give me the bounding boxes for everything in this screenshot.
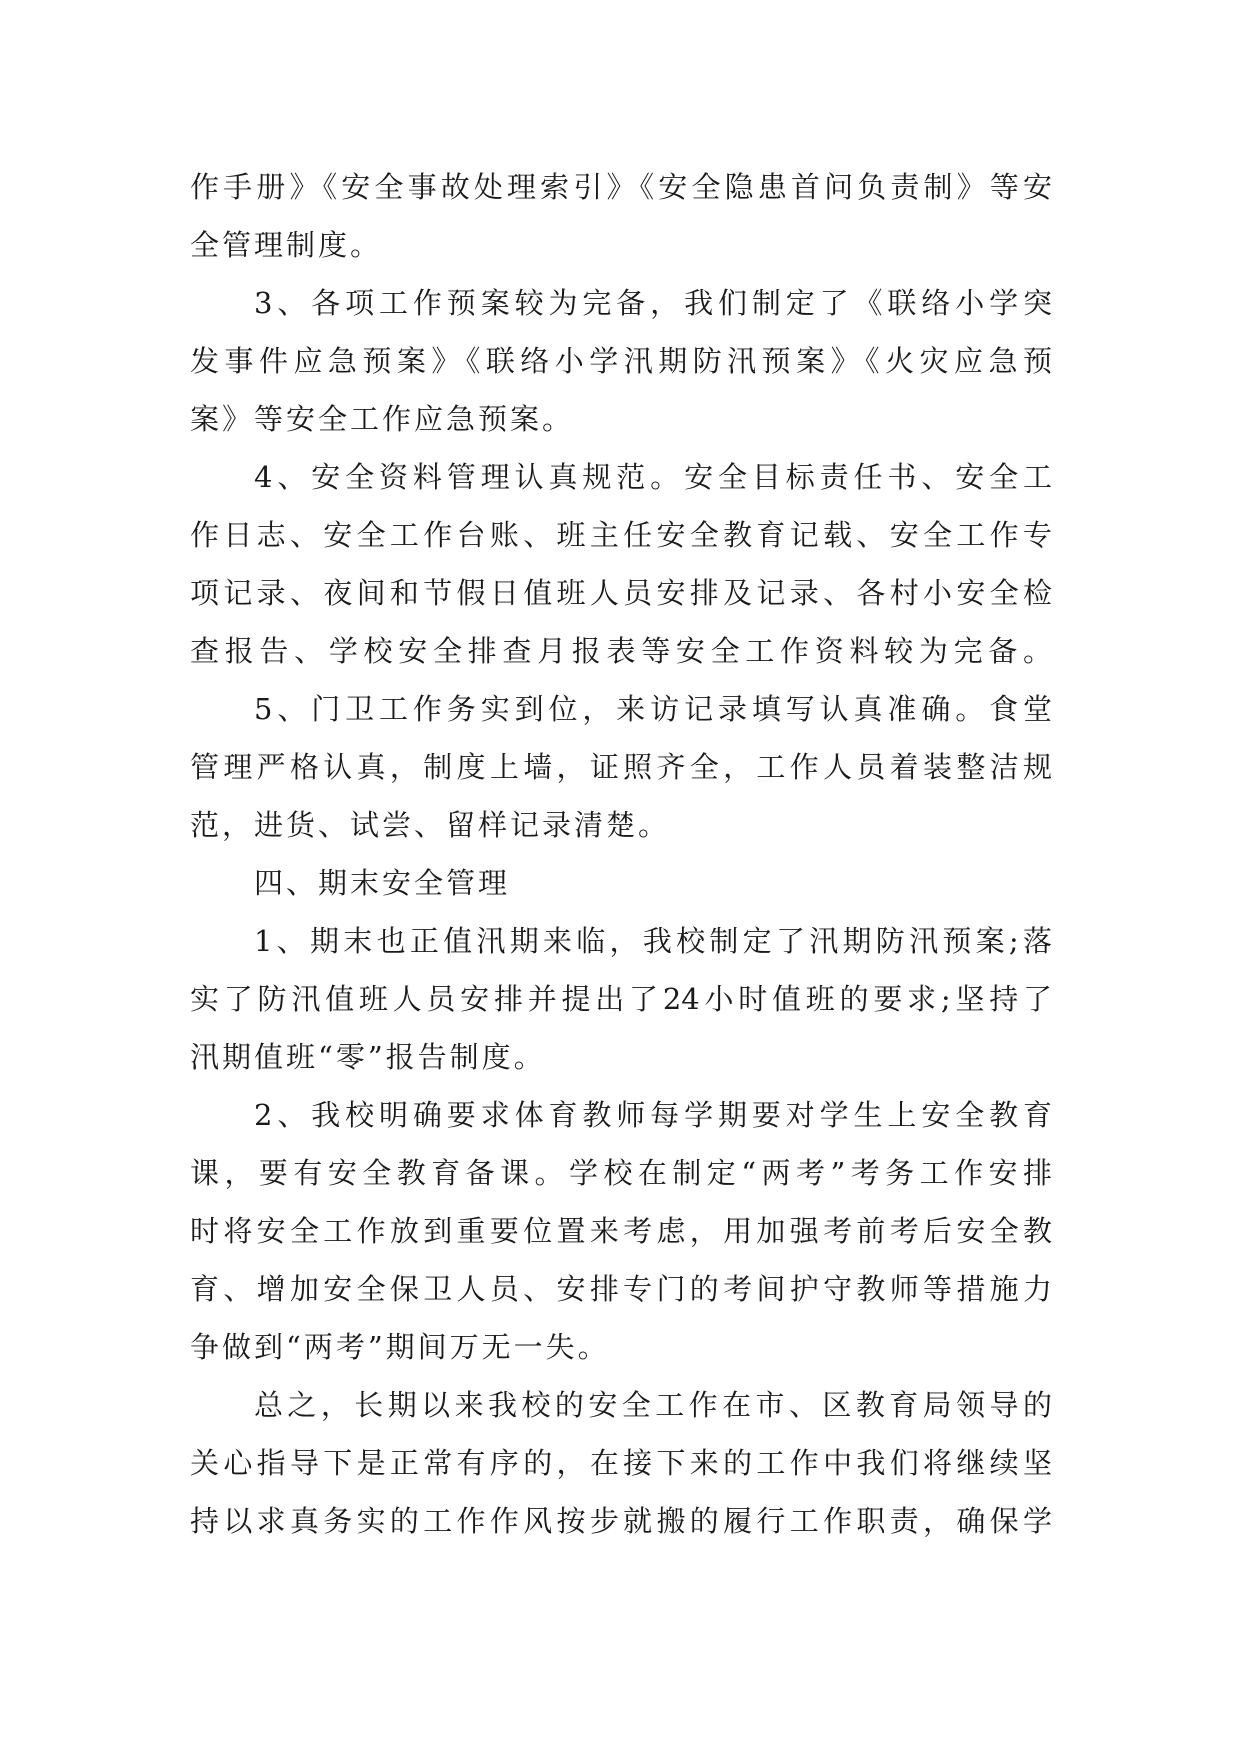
text-line: 关心指导下是正常有序的，在接下来的工作中我们将继续坚 [190, 1446, 1052, 1480]
text-line: 项记录、夜间和节假日值班人员安排及记录、各村小安全检 [190, 576, 1052, 610]
text-line: 5、门卫工作务实到位，来访记录填写认真准确。食堂 [254, 692, 1052, 726]
text-line: 汛期值班“零”报告制度。 [190, 1040, 546, 1074]
text-line: 发事件应急预案》《联络小学汛期防汛预案》《火灾应急预 [190, 344, 1052, 378]
text-line: 管理严格认真，制度上墙，证照齐全，工作人员着装整洁规 [190, 750, 1052, 784]
text-line: 4、安全资料管理认真规范。安全目标责任书、安全工 [254, 460, 1052, 494]
text-line: 实了防汛值班人员安排并提出了24小时值班的要求;坚持了 [190, 982, 1052, 1016]
text-line: 时将安全工作放到重要位置来考虑，用加强考前考后安全教 [190, 1214, 1052, 1248]
text-line: 育、增加安全保卫人员、安排专门的考间护守教师等措施力 [190, 1272, 1052, 1306]
text-line: 课，要有安全教育备课。学校在制定“两考”考务工作安排 [190, 1156, 1052, 1190]
text-line: 3、各项工作预案较为完备，我们制定了《联络小学突 [254, 286, 1052, 320]
text-line: 1、期末也正值汛期来临，我校制定了汛期防汛预案;落 [254, 924, 1052, 958]
text-line: 作日志、安全工作台账、班主任安全教育记载、安全工作专 [190, 518, 1052, 552]
text-line: 作手册》《安全事故处理索引》《安全隐患首问负责制》等安 [190, 170, 1052, 204]
text-line: 查报告、学校安全排查月报表等安全工作资料较为完备。 [190, 634, 1052, 668]
text-line: 全管理制度。 [190, 228, 383, 262]
text-line: 案》等安全工作应急预案。 [190, 402, 575, 436]
text-line: 争做到“两考”期间万无一失。 [190, 1330, 610, 1364]
section-heading: 四、期末安全管理 [254, 866, 511, 900]
text-line: 持以求真务实的工作作风按步就搬的履行工作职责，确保学 [190, 1504, 1052, 1538]
text-line: 2、我校明确要求体育教师每学期要对学生上安全教育 [254, 1098, 1052, 1132]
text-line: 总之，长期以来我校的安全工作在市、区教育局领导的 [254, 1388, 1052, 1422]
document-body [190, 158, 1052, 1550]
text-line: 范，进货、试尝、留样记录清楚。 [190, 808, 671, 842]
